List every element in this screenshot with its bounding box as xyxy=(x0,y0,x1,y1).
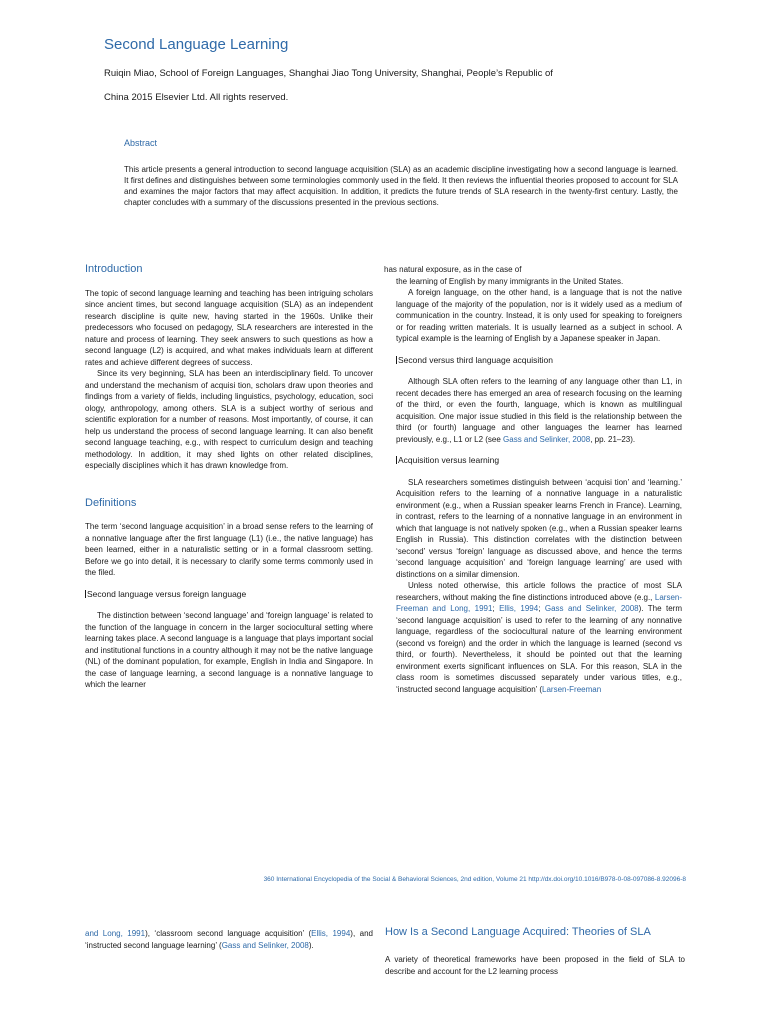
subheading-text: Second versus third language acquisition xyxy=(398,354,553,365)
author-line xyxy=(104,62,724,110)
section-heading-theories: How Is a Second Language Acquired: Theories of SLA xyxy=(385,926,651,938)
page2-left xyxy=(85,928,373,951)
abstract-text: This article presents a general introduction to second language acquisition (SLA) as an academic discipline investigating how a second language is learned. It first defines and distinguishes between some terminologies commonly used in the field. It then reviews the influential theories proposed to account for SLA and examines the major factors that may affect acquisition. In addition, it predicts the future trends of SLA research in the twenty-first century. Lastly, the chapter concludes with a summary of the discussions presented in the previous sections. xyxy=(124,165,678,207)
intro-paragraph-1: The topic of second language learning and teaching has been intriguing scholars since ancient times, but second language acquisition (SLA) as an independent research discipline is quite new, having started in the 1960s. Unlike their predecessors who focused on pedagogy, SLA researchers are interested in the nature and process of learning. They seek answers to such questions as how a second language (L2) is acquired, and what makes individuals learn at different rates and achieve different degrees of success. xyxy=(85,288,373,367)
citation-link[interactable]: Ellis, 1994 xyxy=(499,604,539,613)
article-title: Second Language Learning xyxy=(104,36,289,53)
abstract-heading: Abstract xyxy=(124,138,158,148)
citation-link[interactable]: Gass and Selinker, 2008 xyxy=(503,434,591,444)
section-heading-introduction: Introduction xyxy=(85,263,143,275)
subheading-marker xyxy=(85,590,86,598)
left-column xyxy=(85,264,373,691)
citation-link[interactable]: Larsen-Freeman and Long, 1991 xyxy=(396,592,682,613)
intro-paragraph-2: Since its very beginning, SLA has been an interdisciplinary field. To uncover and understand the mechanism of acquisi tion, scholars draw upon theories and findings from a variety of fields, including linguistics, psychology, education, soci ology, anthropology, among others. SLA is a subject worthy of serious and scientific exploration for a number of reasons. Most importantly, of course, it can help us understand the process of second language learning. It can also benefit second language teaching, e.g., with respect to curriculum design and teaching methodology. In addition, it may shed lights on other related disciplines, especially disciplines which it has drawn knowledge from. xyxy=(85,369,373,470)
section-heading-definitions: Definitions xyxy=(85,496,137,509)
definitions-paragraph-2: The distinction between ‘second language’ and ‘foreign language’ is related to the function of the language in concern in the larger sociocultural setting where learning takes place. A second language is a language that plays important social and institutional functions in a country although it may not be the native language (NL) of the dominant population, for example, English in India and Singapore. In the case of language learning, a second language is a nonnative language to which the learner xyxy=(85,611,373,689)
subheading-text: Acquisition versus learning xyxy=(398,455,500,465)
page2-right xyxy=(385,926,685,977)
author-affiliation-cont: China 2015 Elsevier Ltd. All rights reserved. xyxy=(104,92,289,103)
continued-line: has natural exposure, as in the case of xyxy=(384,265,522,274)
citation-link[interactable]: Gass and Selinker, 2008 xyxy=(221,940,309,950)
subheading-marker xyxy=(396,356,397,364)
citation-link[interactable]: and Long, 1991 xyxy=(85,929,146,938)
page2-citation-paragraph: and Long, 1991), ‘classroom second language acquisition’ (Ellis, 1994), and ‘instructed second language learning’ (Gass and Selinker, 2008). xyxy=(85,929,373,950)
citation-link[interactable]: Ellis, 1994 xyxy=(311,929,351,938)
definitions-paragraph-1: The term ‘second language acquisition’ in a broad sense refers to the learning of a nonnative language after the first language (L1) (i.e., the native language) has been learned, either in a naturalistic setting or in a formal classroom setting. Before we go into detail, it is necessary to clarify some terms commonly used in the filed. xyxy=(85,522,373,577)
subheading-marker xyxy=(396,456,397,464)
subheading-acquisition-vs-learning xyxy=(384,455,682,467)
subheading-second-vs-foreign xyxy=(85,589,373,601)
author-affiliation: Ruiqin Miao, School of Foreign Languages, Shanghai Jiao Tong University, Shanghai, People’s Republic of xyxy=(104,68,553,79)
subheading-second-vs-third xyxy=(384,355,682,367)
page-footer: 360 International Encyclopedia of the Social & Behavioral Sciences, 2nd edition, Volume 21 http://dx.doi.org/10.1016/B978-0-08-097086-8.92096-8 xyxy=(263,876,686,883)
third-language-paragraph: Although SLA often refers to the learning of any language other than L1, in recent decades there has emerged an area of research focusing on the learning of the third, or even the fourth, language, which is known as multilingual acquisition. One major issue studied in this field is the relationship between the third (or fourth) language and other languages the learner has learned previously, e.g., L1 or L2 (see Gass and Selinker, 2008, pp. 21–23). xyxy=(396,377,682,444)
acquisition-paragraph: SLA researchers sometimes distinguish between ‘acquisi tion’ and ‘learning.’ Acquisition refers to the learning of a nonnative language in a naturalistic environment (e.g., when a Russian speaker learns French in France). Learning, in contrast, refers to the learning of a nonnative language in an environment in which that language is not natively spoken (e.g., when a Russian speaker learns English in Russia). This distinction correlates with the distinction between ‘second’ versus ‘foreign’ language as discussed above, and hence the terms ‘second language acquisition’ and ‘foreign language learning’ are used with distinctions on a similar dimension. xyxy=(396,477,682,579)
subheading-text: Second language versus foreign language xyxy=(87,588,247,599)
continued-line-2: the learning of English by many immigrants in the United States. xyxy=(396,276,624,286)
foreign-language-paragraph: A foreign language, on the other hand, is a language that is not the native language of the majority of the population, nor is it widely used as a medium of communication in the country. Instead, it is only used for speaking to foreigners or for reading written materials. It is usually learned as a subject in school. A typical example is the learning of English by a Japanese speaker in Japan. xyxy=(396,288,682,343)
citation-link[interactable]: Larsen-Freeman xyxy=(542,684,602,694)
right-column xyxy=(384,264,682,695)
unless-paragraph: Unless noted otherwise, this article follows the practice of most SLA researchers, without making the fine distinctions introduced above (e.g., Larsen-Freeman and Long, 1991; Ellis, 1994; Gass and Selinker, 2008). The term ‘second language acquisition’ is used to refer to the learning of any nonnative language, regardless of the sociocultural nature of the learning environment (second vs foreign) and the order in which the language is learned (second vs third, or fourth). Nevertheless, it should be pointed out that the learning environment exerts significant influences on SLA. For this reason, SLA in the class room is sometimes discussed separately under various titles, e.g., ‘instructed second language acquisition’ (Larsen-Freeman xyxy=(396,581,682,694)
theories-paragraph: A variety of theoretical frameworks have been proposed in the field of SLA to describe and account for the L2 learning process xyxy=(385,955,685,976)
citation-link[interactable]: Gass and Selinker, 2008 xyxy=(544,604,639,613)
